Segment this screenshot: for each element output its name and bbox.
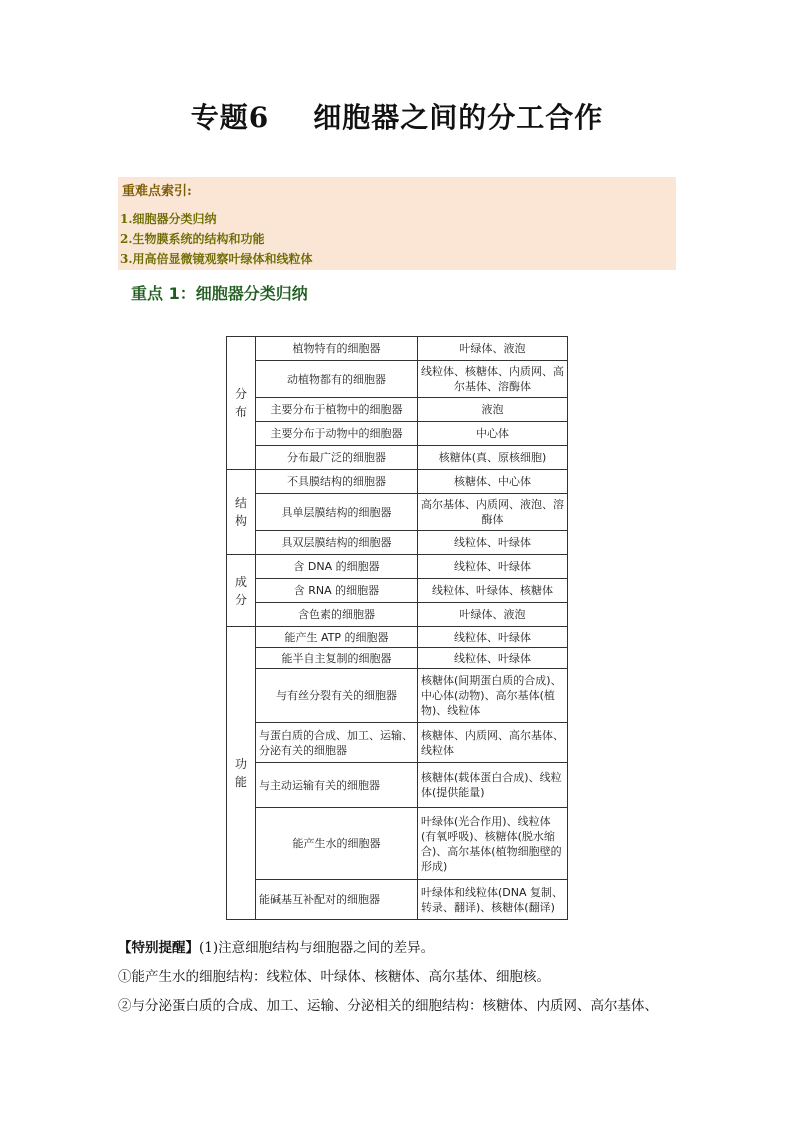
desc-cell: 能碱基互补配对的细胞器: [256, 880, 418, 920]
table-row: [227, 361, 568, 398]
index-heading: 重难点索引:: [122, 184, 192, 199]
table-row: [227, 669, 568, 723]
value-cell: 叶绿体和线粒体(DNA 复制、转录、翻译)、核糖体(翻译): [418, 880, 568, 920]
desc-cell: 能产生水的细胞器: [256, 808, 418, 880]
category-cell: 成分: [227, 555, 256, 627]
index-item: 3.用高倍显微镜观察叶绿体和线粒体: [120, 252, 313, 266]
value-cell: 叶绿体、液泡: [418, 337, 568, 361]
value-cell: 线粒体、叶绿体: [418, 555, 568, 579]
key-points-index: [118, 177, 676, 270]
table-row: [227, 446, 568, 470]
table-row: [227, 723, 568, 763]
page-title: [0, 96, 794, 136]
value-cell: 线粒体、叶绿体、核糖体: [418, 579, 568, 603]
desc-cell: 能半自主复制的细胞器: [256, 648, 418, 669]
table-row: [227, 579, 568, 603]
table-row: [227, 880, 568, 920]
desc-cell: 分布最广泛的细胞器: [256, 446, 418, 470]
desc-cell: 含 RNA 的细胞器: [256, 579, 418, 603]
desc-cell: 具双层膜结构的细胞器: [256, 531, 418, 555]
tip-label: 【特别提醒】: [118, 940, 199, 956]
table-row: [227, 763, 568, 808]
table-row: [227, 603, 568, 627]
section-heading: 重点 1：细胞器分类归纳: [131, 284, 308, 303]
desc-cell: 与蛋白质的合成、加工、运输、分泌有关的细胞器: [256, 723, 418, 763]
table-row: [227, 422, 568, 446]
value-cell: 核糖体(载体蛋白合成)、线粒体(提供能量): [418, 763, 568, 808]
title-topic-name: 细胞器之间的分工合作: [313, 101, 604, 134]
value-cell: 核糖体、中心体: [418, 470, 568, 494]
desc-cell: 与有丝分裂有关的细胞器: [256, 669, 418, 723]
title-topic-number: 专题6: [190, 101, 270, 134]
category-cell: 结构: [227, 470, 256, 555]
value-cell: 线粒体、核糖体、内质网、高尔基体、溶酶体: [418, 361, 568, 398]
desc-cell: 含色素的细胞器: [256, 603, 418, 627]
desc-cell: 含 DNA 的细胞器: [256, 555, 418, 579]
category-cell: 分布: [227, 337, 256, 470]
note-line: ①能产生水的细胞结构：线粒体、叶绿体、核糖体、高尔基体、细胞核。: [118, 969, 550, 985]
desc-cell: 具单层膜结构的细胞器: [256, 494, 418, 531]
table-row: [227, 648, 568, 669]
table-row: [227, 808, 568, 880]
table-row: [227, 398, 568, 422]
desc-cell: 植物特有的细胞器: [256, 337, 418, 361]
index-item: 2.生物膜系统的结构和功能: [120, 232, 265, 246]
table-row: [227, 337, 568, 361]
table-row: [227, 627, 568, 648]
note-line: ②与分泌蛋白质的合成、加工、运输、分泌相关的细胞结构：核糖体、内质网、高尔基体、: [118, 998, 658, 1014]
table-row: [227, 555, 568, 579]
value-cell: 叶绿体、液泡: [418, 603, 568, 627]
desc-cell: 主要分布于动物中的细胞器: [256, 422, 418, 446]
special-tip: [118, 936, 434, 956]
table-row: [227, 470, 568, 494]
value-cell: 线粒体、叶绿体: [418, 648, 568, 669]
desc-cell: 动植物都有的细胞器: [256, 361, 418, 398]
desc-cell: 与主动运输有关的细胞器: [256, 763, 418, 808]
value-cell: 核糖体(间期蛋白质的合成)、中心体(动物)、高尔基体(植物)、线粒体: [418, 669, 568, 723]
category-cell: 功能: [227, 627, 256, 920]
index-item: 1.细胞器分类归纳: [120, 212, 217, 226]
desc-cell: 主要分布于植物中的细胞器: [256, 398, 418, 422]
value-cell: 液泡: [418, 398, 568, 422]
table-row: [227, 494, 568, 531]
organelle-classification-table: [226, 336, 568, 920]
value-cell: 高尔基体、内质网、液泡、溶酶体: [418, 494, 568, 531]
value-cell: 中心体: [418, 422, 568, 446]
desc-cell: 不具膜结构的细胞器: [256, 470, 418, 494]
value-cell: 线粒体、叶绿体: [418, 531, 568, 555]
value-cell: 核糖体(真、原核细胞): [418, 446, 568, 470]
tip-text: (1)注意细胞结构与细胞器之间的差异。: [199, 940, 435, 956]
desc-cell: 能产生 ATP 的细胞器: [256, 627, 418, 648]
value-cell: 叶绿体(光合作用)、线粒体(有氧呼吸)、核糖体(脱水缩合)、高尔基体(植物细胞壁的形成): [418, 808, 568, 880]
table-row: [227, 531, 568, 555]
value-cell: 线粒体、叶绿体: [418, 627, 568, 648]
value-cell: 核糖体、内质网、高尔基体、线粒体: [418, 723, 568, 763]
